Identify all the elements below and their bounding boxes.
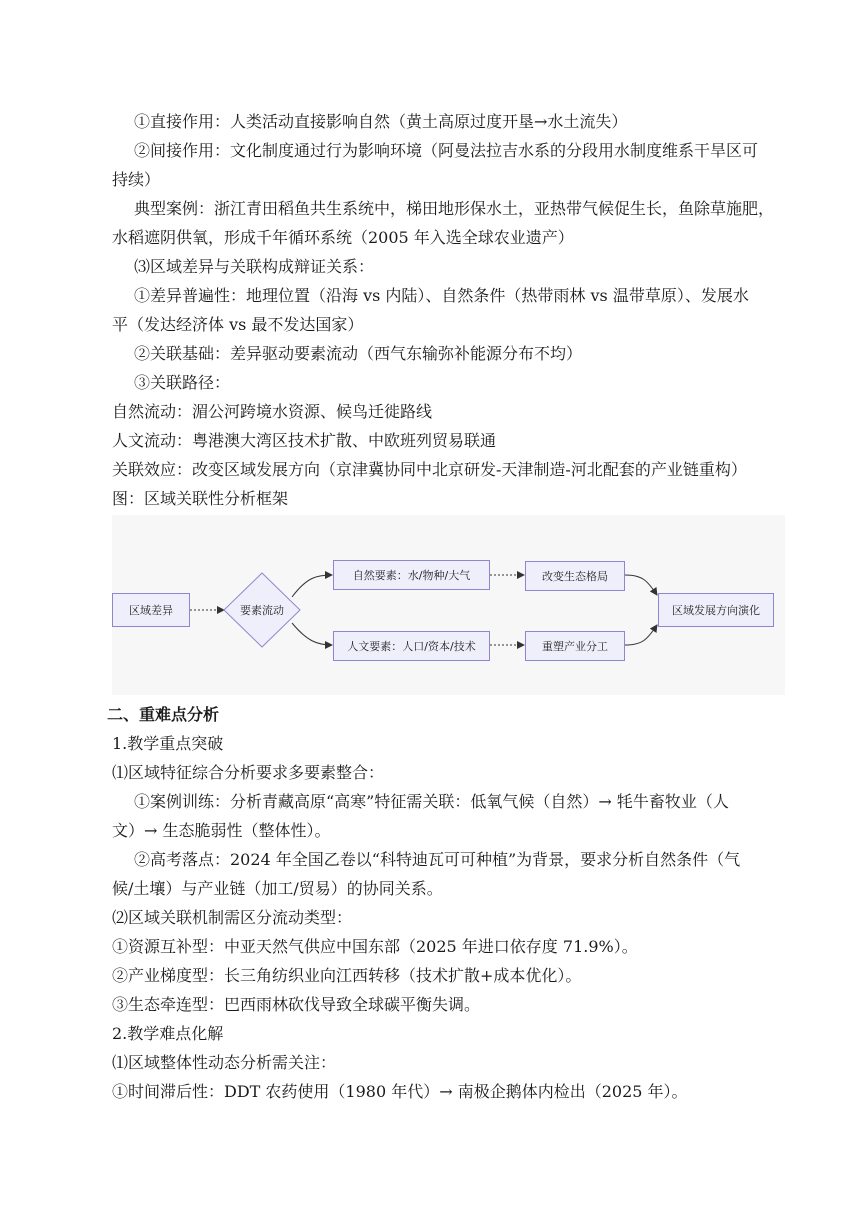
paragraph-regional-features: ⑴区域特征综合分析要求多要素整合： [112, 763, 385, 782]
paragraph-difference-universality-cont: 平（发达经济体 vs 最不发达国家） [112, 315, 364, 334]
node-regional-difference: 区域差异 [112, 593, 190, 627]
node-ecology-change: 改变生态格局 [525, 561, 625, 591]
paragraph-connection-effect: 关联效应：改变区域发展方向（京津冀协同中北京研发-天津制造-河北配套的产业链重构） [112, 460, 747, 479]
edge-eco-to-result [625, 575, 657, 595]
edge-industry-to-result [625, 625, 657, 645]
paragraph-connection-path: ③关联路径： [134, 373, 231, 392]
paragraph-case-training: ①案例训练：分析青藏高原“高寒”特征需关联：低氧气候（自然）→ 牦牛畜牧业（人 [134, 792, 729, 811]
paragraph-natural-flow: 自然流动：湄公河跨境水资源、候鸟迁徙路线 [112, 402, 433, 421]
node-natural-factors: 自然要素：水/物种/大气 [333, 560, 490, 590]
section-title-key-difficult-points: 二、重难点分析 [107, 705, 220, 724]
paragraph-difference-universality: ①差异普遍性：地理位置（沿海 vs 内陆）、自然条件（热带雨林 vs 温带草原）、发展水 [134, 286, 749, 305]
subheading-dialectic: ⑶区域差异与关联构成辩证关系： [134, 257, 375, 276]
node-factor-flow: 要素流动 [240, 604, 284, 617]
edge-flow-to-natural [292, 575, 332, 597]
node-human-factors: 人文要素：人口/资本/技术 [333, 631, 490, 661]
paragraph-industry-gradient: ②产业梯度型：长三角纺织业向江西转移（技术扩散+成本优化）。 [112, 966, 582, 985]
paragraph-indirect-effect: ②间接作用：文化制度通过行为影响环境（阿曼法拉吉水系的分段用水制度维系干旱区可 [134, 141, 759, 160]
paragraph-resource-complement: ①资源互补型：中亚天然气供应中国东部（2025 年进口依存度 71.9%）。 [112, 937, 638, 956]
paragraph-case-training-cont: 文）→ 生态脆弱性（整体性）。 [112, 821, 331, 840]
paragraph-direct-effect: ①直接作用：人类活动直接影响自然（黄土高原过度开垦→水土流失） [134, 112, 628, 131]
paragraph-exam-focus-cont: 候/土壤）与产业链（加工/贸易）的协同关系。 [112, 879, 443, 898]
paragraph-exam-focus: ②高考落点：2024 年全国乙卷以“科特迪瓦可可种植”为背景，要求分析自然条件（气 [134, 850, 741, 869]
paragraph-indirect-effect-cont: 持续） [112, 170, 161, 189]
edge-flow-to-human [292, 623, 332, 645]
figure-caption: 图：区域关联性分析框架 [112, 489, 289, 508]
node-industry-reshape: 重塑产业分工 [525, 631, 625, 661]
regional-connection-diagram [112, 515, 785, 695]
subheading-teaching-focus: 1.教学重点突破 [112, 734, 224, 753]
paragraph-typical-case: 典型案例：浙江青田稻鱼共生系统中，梯田地形保水土，亚热带气候促生长，鱼除草施肥， [134, 199, 775, 218]
paragraph-connection-mechanism: ⑵区域关联机制需区分流动类型： [112, 908, 353, 927]
node-development-evolution: 区域发展方向演化 [658, 593, 774, 627]
paragraph-typical-case-cont: 水稻遮阴供氧，形成千年循环系统（2005 年入选全球农业遗产） [112, 228, 574, 247]
paragraph-human-flow: 人文流动：粤港澳大湾区技术扩散、中欧班列贸易联通 [112, 431, 497, 450]
paragraph-dynamic-analysis: ⑴区域整体性动态分析需关注： [112, 1053, 337, 1072]
subheading-teaching-difficulty: 2.教学难点化解 [112, 1024, 224, 1043]
paragraph-connection-basis: ②关联基础：差异驱动要素流动（西气东输弥补能源分布不均） [134, 344, 583, 363]
paragraph-time-lag: ①时间滞后性：DDT 农药使用（1980 年代）→ 南极企鹅体内检出（2025 年）。 [112, 1082, 688, 1101]
paragraph-ecological-linkage: ③生态牵连型：巴西雨林砍伐导致全球碳平衡失调。 [112, 995, 481, 1014]
